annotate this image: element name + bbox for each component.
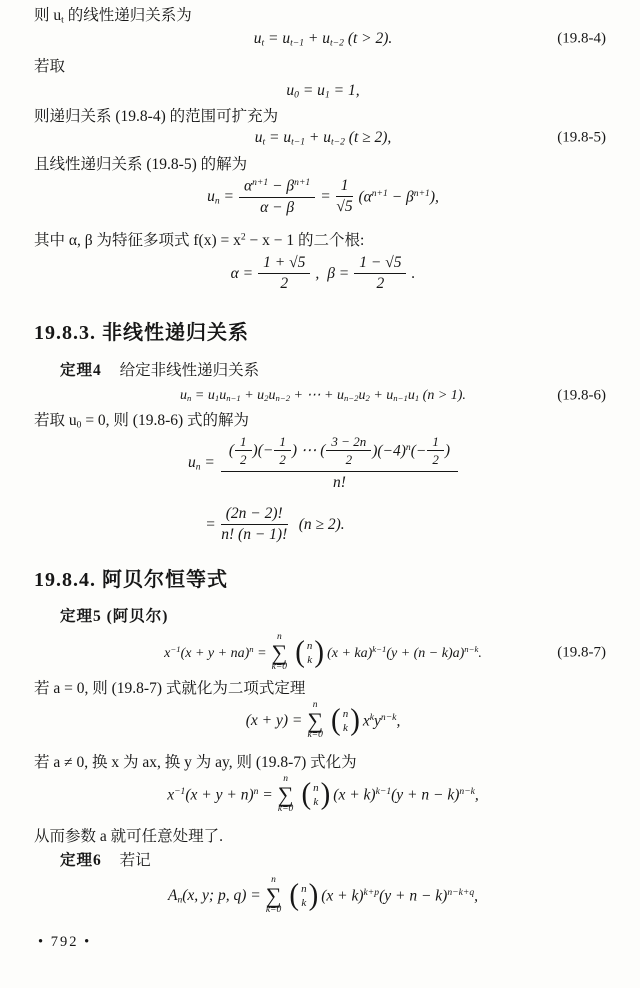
- general-lhs: $A_n(x$, y; p, q) =: [167, 886, 261, 906]
- fraction-numerator: 1: [274, 434, 291, 451]
- general-rhs: $(x + k)^{k+p}(y + n - k)^{n-k+q}$,: [321, 886, 479, 905]
- sum-upper-limit: n: [283, 774, 288, 784]
- binom-right-paren: ): [308, 878, 319, 912]
- fraction-denominator: n! (n − 1)!: [221, 526, 288, 544]
- fraction-one-half: [427, 434, 444, 468]
- binom-right-paren: ): [350, 703, 360, 737]
- equation-19-8-5: [34, 129, 612, 147]
- theorem-5-label: 定理5 (阿贝尔): [60, 608, 169, 625]
- equation-number-19-8-4: (19.8-4): [557, 30, 606, 47]
- equation-roots: [34, 254, 612, 294]
- sum-upper-limit: n: [277, 632, 282, 642]
- theorem-4-statement: 给定非线性递归关系: [119, 362, 260, 379]
- fraction-numerator: 1: [336, 177, 354, 197]
- sigma-symbol: ∑: [277, 781, 294, 807]
- period: .: [411, 264, 416, 282]
- fraction-one-half: [235, 434, 252, 468]
- fraction-numerator: 1: [427, 434, 444, 451]
- equals-sign: =: [205, 515, 216, 533]
- section-heading-19-8-3: 19.8.3. 非线性递归关系: [34, 322, 249, 344]
- fraction-denominator: √5: [336, 198, 353, 216]
- solution-rhs: $(\alpha^{n+1} - \beta^{n+1})$,: [358, 187, 439, 206]
- fraction-denominator: 2: [240, 452, 247, 468]
- para-linear-recurrence: 则 $u_t$ 的线性递归关系为: [34, 7, 192, 26]
- big-fraction-numerator: [221, 434, 458, 472]
- solution-lhs: $u_n$ =: [207, 187, 234, 207]
- power-text: )$(-4)^n(-$: [372, 441, 427, 459]
- ellipsis-text: ) ⋯ (: [291, 441, 326, 459]
- sigma-symbol: ∑: [307, 707, 324, 733]
- page-number: • 792 •: [38, 934, 92, 950]
- binom-bottom: k: [342, 721, 348, 734]
- fraction-numerator: $\alpha^{n+1} - \beta^{n+1}$: [239, 177, 315, 198]
- fraction-numerator: (2n − 2)!: [221, 505, 288, 525]
- sum-upper-limit: n: [271, 875, 276, 885]
- summation: [266, 876, 282, 916]
- fraction-one-half: [274, 434, 291, 468]
- equation-abel-general: [34, 876, 612, 916]
- binom-top: n: [342, 707, 349, 720]
- substituted-lhs: $x^{-1}(x + y + n)^n$ =: [167, 785, 273, 804]
- binomial-coefficient: [295, 635, 325, 669]
- binomial-rhs: $x^ky^{n-k}$,: [362, 711, 401, 730]
- binom-left-paren: (: [289, 878, 300, 912]
- fraction-factorials: [221, 505, 288, 545]
- fraction-denominator: 2: [432, 452, 439, 468]
- fraction-alpha-beta: [239, 177, 315, 217]
- separator-comma: ,: [315, 264, 320, 282]
- summation: [307, 701, 323, 741]
- paren-text: )(−: [252, 441, 274, 459]
- binom-left-paren: (: [331, 703, 341, 737]
- sum-lower-limit: k=0: [277, 804, 294, 815]
- sum-lower-limit: k=0: [307, 730, 323, 741]
- binomial-coefficient: [331, 703, 360, 737]
- binom-bottom: k: [313, 795, 319, 808]
- binom-bottom: k: [307, 653, 313, 666]
- fraction-denominator: 2: [279, 452, 286, 468]
- equation-fibonacci-solution: [34, 177, 612, 217]
- fraction-numerator: 1: [235, 434, 252, 451]
- equation-binomial-theorem: [34, 701, 612, 741]
- para-if-take: 若取: [34, 58, 66, 75]
- big-fraction-denominator: n!: [332, 473, 346, 491]
- para-solve-condition: 若取 $u_0 = 0$, 则 (19.8-6) 式的解为: [34, 412, 250, 431]
- fraction-alpha-root: [258, 254, 310, 294]
- fraction-numerator: 1 − √5: [354, 254, 406, 274]
- abel-rhs: $(x + ka)^{k-1}(y + (n - k)a)^{n-k}$.: [327, 644, 482, 661]
- condition-text: (n ≥ 2).: [298, 515, 345, 533]
- sigma-symbol: ∑: [271, 639, 288, 665]
- equation-initial-values: [34, 82, 612, 100]
- binom-top: n: [301, 882, 307, 895]
- paren-text: (: [228, 441, 235, 459]
- para-extend-range: 则递归关系 (19.8-4) 的范围可扩充为: [34, 108, 279, 125]
- equation-19-8-4: [34, 30, 612, 48]
- section-heading-19-8-4: 19.8.4. 阿贝尔恒等式: [34, 569, 228, 591]
- binomial-coefficient: [289, 878, 319, 912]
- sum-upper-limit: n: [312, 700, 318, 710]
- theorem-4-line: [34, 361, 612, 382]
- alpha-lhs: α =: [230, 264, 254, 282]
- fraction-beta-root: [354, 254, 406, 294]
- binom-top: n: [313, 781, 319, 794]
- sum-lower-limit: k=0: [265, 905, 282, 916]
- binomial-coefficient: [301, 777, 331, 811]
- fraction-denominator: 2: [280, 275, 289, 293]
- fraction-3-minus-2n: [326, 434, 371, 468]
- sigma-symbol: ∑: [265, 882, 282, 908]
- equation-number-19-8-6: (19.8-6): [557, 387, 606, 403]
- theorem-6-statement: 若记: [119, 852, 151, 869]
- paren-text: ): [444, 441, 450, 459]
- substituted-rhs: $(x + k)^{k-1}(y + n - k)^{n-k}$,: [333, 785, 479, 804]
- binom-left-paren: (: [295, 635, 305, 669]
- theorem-6-label: 定理6: [60, 852, 102, 869]
- abel-lhs: $x^{-1}(x + y + na)^n$ =: [164, 644, 267, 661]
- fraction-numerator: 1 + √5: [258, 254, 310, 274]
- formula-initial-values: $u_0 = u_1 = 1$,: [286, 82, 360, 101]
- theorem-6-line: [34, 851, 612, 872]
- fraction-numerator: 3 − 2n: [326, 434, 371, 451]
- sum-lower-limit: k=0: [271, 662, 288, 673]
- equation-nonlinear-solution-line1: [34, 434, 612, 492]
- para-parameter-free: 从而参数 a 就可任意处理了.: [34, 828, 224, 845]
- equation-nonlinear-solution-line2: [0, 505, 564, 545]
- theorem-4-label: 定理4: [60, 362, 102, 379]
- binom-right-paren: ): [320, 777, 331, 811]
- formula-19-8-4: $u_t = u_{t-1} + u_{t-2}$ (t > 2).: [253, 30, 393, 49]
- beta-lhs: β =: [327, 264, 350, 282]
- fraction-one-over-sqrt5: [336, 177, 354, 217]
- para-solution-intro: 且线性递归关系 (19.8-5) 的解为: [34, 156, 248, 173]
- equals-sign: =: [320, 187, 331, 205]
- binomial-lhs: (x + y) =: [245, 711, 303, 729]
- binom-right-paren: ): [314, 635, 325, 669]
- formula-19-8-6: $u_n = u_1u_{n-1} + u_2u_{n-2}$ + ⋯ + $u_{n-2}u_2 + u_{n-1}u_1$ (n > 1).: [180, 388, 466, 404]
- summation: [278, 775, 294, 815]
- equation-19-8-7: [34, 633, 612, 673]
- para-a-nonzero: 若 a ≠ 0, 换 x 为 ax, 换 y 为 ay, 则 (19.8-7) 式化为: [34, 754, 357, 771]
- equation-number-19-8-5: (19.8-5): [557, 129, 606, 146]
- equation-number-19-8-7: (19.8-7): [557, 644, 606, 661]
- fraction-denominator: α − β: [260, 198, 295, 216]
- big-fraction: [221, 434, 458, 492]
- binom-top: n: [306, 639, 313, 652]
- solution-lhs: $u_n$ =: [187, 453, 215, 473]
- binom-left-paren: (: [301, 777, 312, 811]
- equation-19-8-6: [34, 387, 612, 404]
- formula-19-8-5: $u_t = u_{t-1} + u_{t-2}$ (t ≥ 2),: [254, 129, 392, 148]
- para-a-equals-zero: 若 a = 0, 则 (19.8-7) 式就化为二项式定理: [34, 680, 306, 697]
- summation: [272, 633, 288, 673]
- fraction-denominator: 2: [345, 452, 353, 468]
- theorem-5-line: [34, 607, 612, 628]
- fraction-denominator: 2: [376, 275, 385, 293]
- para-characteristic-roots: 其中 α, β 为特征多项式 $f(x) = x^2 - x - 1$ 的二个根:: [34, 231, 365, 249]
- equation-abel-substituted: [34, 775, 612, 815]
- binom-bottom: k: [301, 896, 307, 909]
